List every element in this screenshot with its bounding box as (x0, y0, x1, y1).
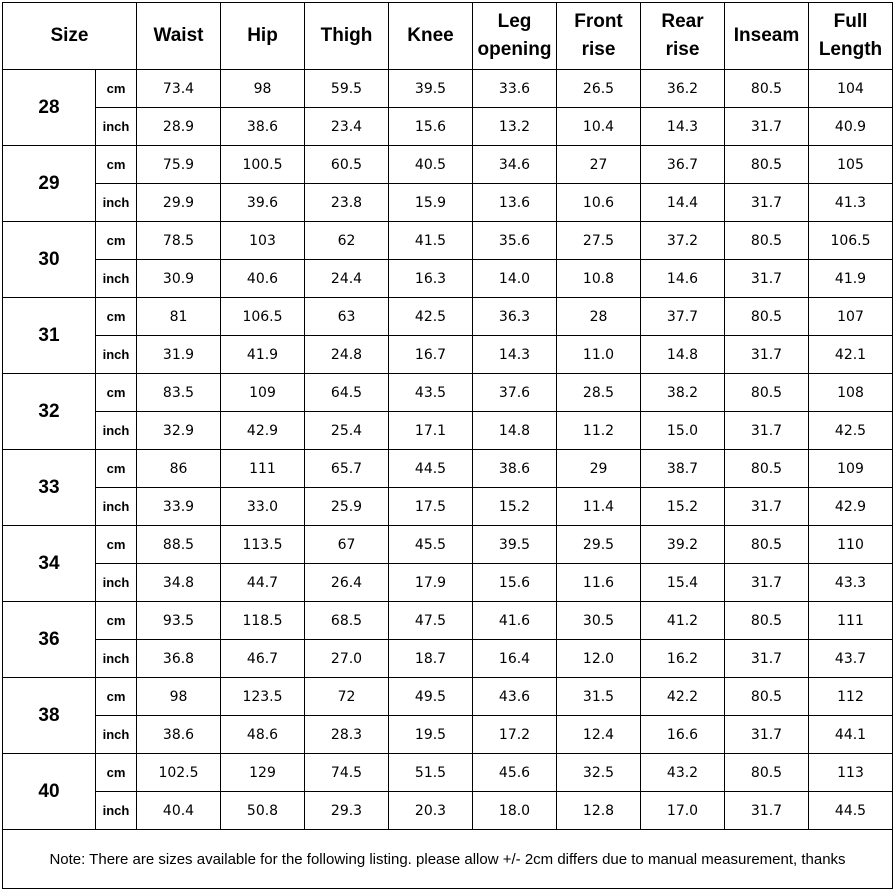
table-row (3, 754, 893, 792)
unit-label: cm (96, 754, 137, 792)
measurement-cell: 78.5 (137, 222, 221, 260)
measurement-cell: 15.4 (641, 564, 725, 602)
measurement-cell: 48.6 (221, 716, 305, 754)
measurement-cell: 75.9 (137, 146, 221, 184)
measurement-cell: 46.7 (221, 640, 305, 678)
measurement-cell: 106.5 (809, 222, 893, 260)
measurement-cell: 30.9 (137, 260, 221, 298)
measurement-cell: 12.8 (557, 792, 641, 830)
measurement-cell: 11.4 (557, 488, 641, 526)
measurement-cell: 44.5 (809, 792, 893, 830)
measurement-cell: 31.7 (725, 640, 809, 678)
header-row (3, 3, 893, 70)
measurement-cell: 28.5 (557, 374, 641, 412)
measurement-cell: 41.9 (221, 336, 305, 374)
measurement-cell: 41.5 (389, 222, 473, 260)
table-row (3, 146, 893, 184)
table-row (3, 716, 893, 754)
measurement-cell: 123.5 (221, 678, 305, 716)
measurement-cell: 113.5 (221, 526, 305, 564)
measurement-cell: 16.2 (641, 640, 725, 678)
unit-label: cm (96, 678, 137, 716)
measurement-cell: 33.9 (137, 488, 221, 526)
unit-label: inch (96, 792, 137, 830)
unit-label: inch (96, 412, 137, 450)
measurement-cell: 107 (809, 298, 893, 336)
measurement-cell: 32.5 (557, 754, 641, 792)
size-label: 34 (3, 526, 96, 602)
measurement-cell: 27.0 (305, 640, 389, 678)
measurement-cell: 10.8 (557, 260, 641, 298)
measurement-cell: 51.5 (389, 754, 473, 792)
size-label: 29 (3, 146, 96, 222)
measurement-cell: 28 (557, 298, 641, 336)
measurement-cell: 16.4 (473, 640, 557, 678)
measurement-cell: 129 (221, 754, 305, 792)
measurement-cell: 63 (305, 298, 389, 336)
measurement-cell: 80.5 (725, 374, 809, 412)
table-row (3, 336, 893, 374)
measurement-cell: 31.7 (725, 716, 809, 754)
table-row (3, 792, 893, 830)
measurement-cell: 80.5 (725, 146, 809, 184)
measurement-cell: 24.8 (305, 336, 389, 374)
measurement-cell: 15.2 (641, 488, 725, 526)
measurement-cell: 28.9 (137, 108, 221, 146)
measurement-cell: 67 (305, 526, 389, 564)
measurement-cell: 14.4 (641, 184, 725, 222)
measurement-cell: 27.5 (557, 222, 641, 260)
measurement-cell: 32.9 (137, 412, 221, 450)
measurement-cell: 17.1 (389, 412, 473, 450)
measurement-cell: 37.6 (473, 374, 557, 412)
measurement-cell: 17.2 (473, 716, 557, 754)
measurement-cell: 36.3 (473, 298, 557, 336)
measurement-cell: 38.7 (641, 450, 725, 488)
measurement-cell: 25.4 (305, 412, 389, 450)
measurement-cell: 112 (809, 678, 893, 716)
unit-label: cm (96, 222, 137, 260)
measurement-cell: 41.3 (809, 184, 893, 222)
header-full-length: Full Length (809, 3, 893, 70)
size-chart (2, 2, 892, 890)
unit-label: cm (96, 146, 137, 184)
measurement-cell: 15.2 (473, 488, 557, 526)
measurement-cell: 41.2 (641, 602, 725, 640)
measurement-cell: 110 (809, 526, 893, 564)
measurement-cell: 39.5 (473, 526, 557, 564)
measurement-cell: 27 (557, 146, 641, 184)
table-row (3, 298, 893, 336)
measurement-cell: 28.3 (305, 716, 389, 754)
measurement-cell: 42.1 (809, 336, 893, 374)
measurement-cell: 103 (221, 222, 305, 260)
measurement-cell: 111 (809, 602, 893, 640)
measurement-cell: 45.5 (389, 526, 473, 564)
measurement-cell: 13.6 (473, 184, 557, 222)
measurement-cell: 31.7 (725, 336, 809, 374)
measurement-cell: 31.7 (725, 412, 809, 450)
measurement-cell: 60.5 (305, 146, 389, 184)
measurement-cell: 68.5 (305, 602, 389, 640)
measurement-cell: 80.5 (725, 70, 809, 108)
unit-label: cm (96, 374, 137, 412)
size-label: 32 (3, 374, 96, 450)
measurement-cell: 31.7 (725, 108, 809, 146)
measurement-cell: 80.5 (725, 450, 809, 488)
table-row (3, 184, 893, 222)
table-row (3, 412, 893, 450)
header-size: Size (3, 3, 137, 70)
measurement-cell: 44.5 (389, 450, 473, 488)
measurement-cell: 102.5 (137, 754, 221, 792)
measurement-cell: 43.2 (641, 754, 725, 792)
measurement-cell: 31.7 (725, 792, 809, 830)
measurement-cell: 86 (137, 450, 221, 488)
measurement-cell: 11.0 (557, 336, 641, 374)
measurement-cell: 17.5 (389, 488, 473, 526)
unit-label: inch (96, 716, 137, 754)
measurement-cell: 42.9 (221, 412, 305, 450)
measurement-cell: 74.5 (305, 754, 389, 792)
table-row (3, 450, 893, 488)
table-row (3, 602, 893, 640)
measurement-cell: 38.6 (473, 450, 557, 488)
unit-label: inch (96, 564, 137, 602)
measurement-cell: 38.6 (137, 716, 221, 754)
measurement-cell: 39.5 (389, 70, 473, 108)
measurement-cell: 29.9 (137, 184, 221, 222)
measurement-cell: 80.5 (725, 526, 809, 564)
measurement-cell: 41.6 (473, 602, 557, 640)
measurement-cell: 31.7 (725, 260, 809, 298)
header-front-rise: Front rise (557, 3, 641, 70)
unit-label: inch (96, 260, 137, 298)
measurement-cell: 72 (305, 678, 389, 716)
measurement-cell: 17.0 (641, 792, 725, 830)
header-inseam: Inseam (725, 3, 809, 70)
size-label: 33 (3, 450, 96, 526)
measurement-cell: 16.6 (641, 716, 725, 754)
table-row (3, 564, 893, 602)
unit-label: inch (96, 336, 137, 374)
unit-label: cm (96, 526, 137, 564)
measurement-cell: 11.2 (557, 412, 641, 450)
measurement-cell: 37.2 (641, 222, 725, 260)
measurement-cell: 40.5 (389, 146, 473, 184)
table-row (3, 488, 893, 526)
measurement-cell: 39.2 (641, 526, 725, 564)
measurement-cell: 14.6 (641, 260, 725, 298)
measurement-cell: 93.5 (137, 602, 221, 640)
measurement-cell: 43.5 (389, 374, 473, 412)
measurement-cell: 26.5 (557, 70, 641, 108)
size-label: 30 (3, 222, 96, 298)
measurement-cell: 42.5 (389, 298, 473, 336)
measurement-cell: 36.8 (137, 640, 221, 678)
measurement-cell: 36.2 (641, 70, 725, 108)
note-row (3, 830, 893, 889)
measurement-cell: 30.5 (557, 602, 641, 640)
measurement-cell: 15.6 (389, 108, 473, 146)
table-row (3, 108, 893, 146)
header-leg-opening: Leg opening (473, 3, 557, 70)
measurement-cell: 24.4 (305, 260, 389, 298)
measurement-cell: 15.9 (389, 184, 473, 222)
measurement-cell: 111 (221, 450, 305, 488)
measurement-cell: 88.5 (137, 526, 221, 564)
unit-label: inch (96, 184, 137, 222)
measurement-cell: 44.7 (221, 564, 305, 602)
measurement-cell: 62 (305, 222, 389, 260)
measurement-cell: 16.3 (389, 260, 473, 298)
measurement-cell: 39.6 (221, 184, 305, 222)
measurement-cell: 29 (557, 450, 641, 488)
measurement-cell: 80.5 (725, 222, 809, 260)
measurement-cell: 113 (809, 754, 893, 792)
size-table (2, 2, 893, 889)
table-row (3, 678, 893, 716)
measurement-cell: 14.3 (641, 108, 725, 146)
measurement-cell: 33.6 (473, 70, 557, 108)
header-thigh: Thigh (305, 3, 389, 70)
measurement-cell: 80.5 (725, 602, 809, 640)
measurement-cell: 40.9 (809, 108, 893, 146)
measurement-cell: 81 (137, 298, 221, 336)
unit-label: cm (96, 70, 137, 108)
measurement-cell: 15.6 (473, 564, 557, 602)
measurement-cell: 15.0 (641, 412, 725, 450)
measurement-cell: 118.5 (221, 602, 305, 640)
measurement-cell: 42.2 (641, 678, 725, 716)
measurement-cell: 20.3 (389, 792, 473, 830)
measurement-cell: 59.5 (305, 70, 389, 108)
measurement-cell: 98 (137, 678, 221, 716)
measurement-cell: 10.4 (557, 108, 641, 146)
measurement-cell: 18.7 (389, 640, 473, 678)
unit-label: inch (96, 108, 137, 146)
size-label: 28 (3, 70, 96, 146)
measurement-cell: 83.5 (137, 374, 221, 412)
measurement-cell: 29.5 (557, 526, 641, 564)
unit-label: cm (96, 602, 137, 640)
size-label: 31 (3, 298, 96, 374)
measurement-cell: 16.7 (389, 336, 473, 374)
measurement-cell: 14.8 (641, 336, 725, 374)
measurement-cell: 34.6 (473, 146, 557, 184)
measurement-cell: 14.3 (473, 336, 557, 374)
measurement-cell: 105 (809, 146, 893, 184)
measurement-cell: 31.7 (725, 184, 809, 222)
measurement-cell: 42.9 (809, 488, 893, 526)
size-label: 38 (3, 678, 96, 754)
measurement-cell: 80.5 (725, 678, 809, 716)
measurement-cell: 13.2 (473, 108, 557, 146)
measurement-cell: 80.5 (725, 754, 809, 792)
measurement-cell: 19.5 (389, 716, 473, 754)
measurement-cell: 109 (221, 374, 305, 412)
measurement-cell: 31.5 (557, 678, 641, 716)
measurement-cell: 18.0 (473, 792, 557, 830)
measurement-cell: 34.8 (137, 564, 221, 602)
measurement-cell: 45.6 (473, 754, 557, 792)
header-waist: Waist (137, 3, 221, 70)
measurement-cell: 73.4 (137, 70, 221, 108)
measurement-cell: 26.4 (305, 564, 389, 602)
measurement-cell: 43.3 (809, 564, 893, 602)
measurement-cell: 106.5 (221, 298, 305, 336)
measurement-cell: 14.8 (473, 412, 557, 450)
table-row (3, 640, 893, 678)
measurement-cell: 33.0 (221, 488, 305, 526)
size-label: 40 (3, 754, 96, 830)
measurement-cell: 64.5 (305, 374, 389, 412)
size-label: 36 (3, 602, 96, 678)
measurement-cell: 17.9 (389, 564, 473, 602)
measurement-cell: 38.6 (221, 108, 305, 146)
header-rear-rise: Rear rise (641, 3, 725, 70)
measurement-cell: 29.3 (305, 792, 389, 830)
measurement-cell: 98 (221, 70, 305, 108)
measurement-cell: 12.4 (557, 716, 641, 754)
measurement-cell: 43.6 (473, 678, 557, 716)
table-row (3, 374, 893, 412)
unit-label: cm (96, 450, 137, 488)
measurement-cell: 40.4 (137, 792, 221, 830)
table-row (3, 70, 893, 108)
table-row (3, 526, 893, 564)
measurement-cell: 50.8 (221, 792, 305, 830)
measurement-cell: 47.5 (389, 602, 473, 640)
measurement-cell: 31.9 (137, 336, 221, 374)
measurement-cell: 40.6 (221, 260, 305, 298)
measurement-cell: 41.9 (809, 260, 893, 298)
unit-label: inch (96, 640, 137, 678)
measurement-cell: 43.7 (809, 640, 893, 678)
measurement-cell: 104 (809, 70, 893, 108)
size-rows (3, 70, 893, 830)
measurement-cell: 44.1 (809, 716, 893, 754)
measurement-cell: 25.9 (305, 488, 389, 526)
measurement-cell: 23.8 (305, 184, 389, 222)
measurement-cell: 14.0 (473, 260, 557, 298)
measurement-cell: 42.5 (809, 412, 893, 450)
measurement-cell: 38.2 (641, 374, 725, 412)
measurement-cell: 31.7 (725, 488, 809, 526)
unit-label: cm (96, 298, 137, 336)
measurement-cell: 37.7 (641, 298, 725, 336)
table-row (3, 222, 893, 260)
measurement-cell: 100.5 (221, 146, 305, 184)
measurement-note: Note: There are sizes available for the following listing. please allow +/- 2cm differs due to manual measurement, thanks (3, 830, 893, 889)
unit-label: inch (96, 488, 137, 526)
measurement-cell: 108 (809, 374, 893, 412)
measurement-cell: 23.4 (305, 108, 389, 146)
measurement-cell: 36.7 (641, 146, 725, 184)
measurement-cell: 35.6 (473, 222, 557, 260)
measurement-cell: 12.0 (557, 640, 641, 678)
header-hip: Hip (221, 3, 305, 70)
header-knee: Knee (389, 3, 473, 70)
measurement-cell: 31.7 (725, 564, 809, 602)
measurement-cell: 109 (809, 450, 893, 488)
measurement-cell: 10.6 (557, 184, 641, 222)
table-row (3, 260, 893, 298)
measurement-cell: 65.7 (305, 450, 389, 488)
measurement-cell: 11.6 (557, 564, 641, 602)
measurement-cell: 49.5 (389, 678, 473, 716)
measurement-cell: 80.5 (725, 298, 809, 336)
